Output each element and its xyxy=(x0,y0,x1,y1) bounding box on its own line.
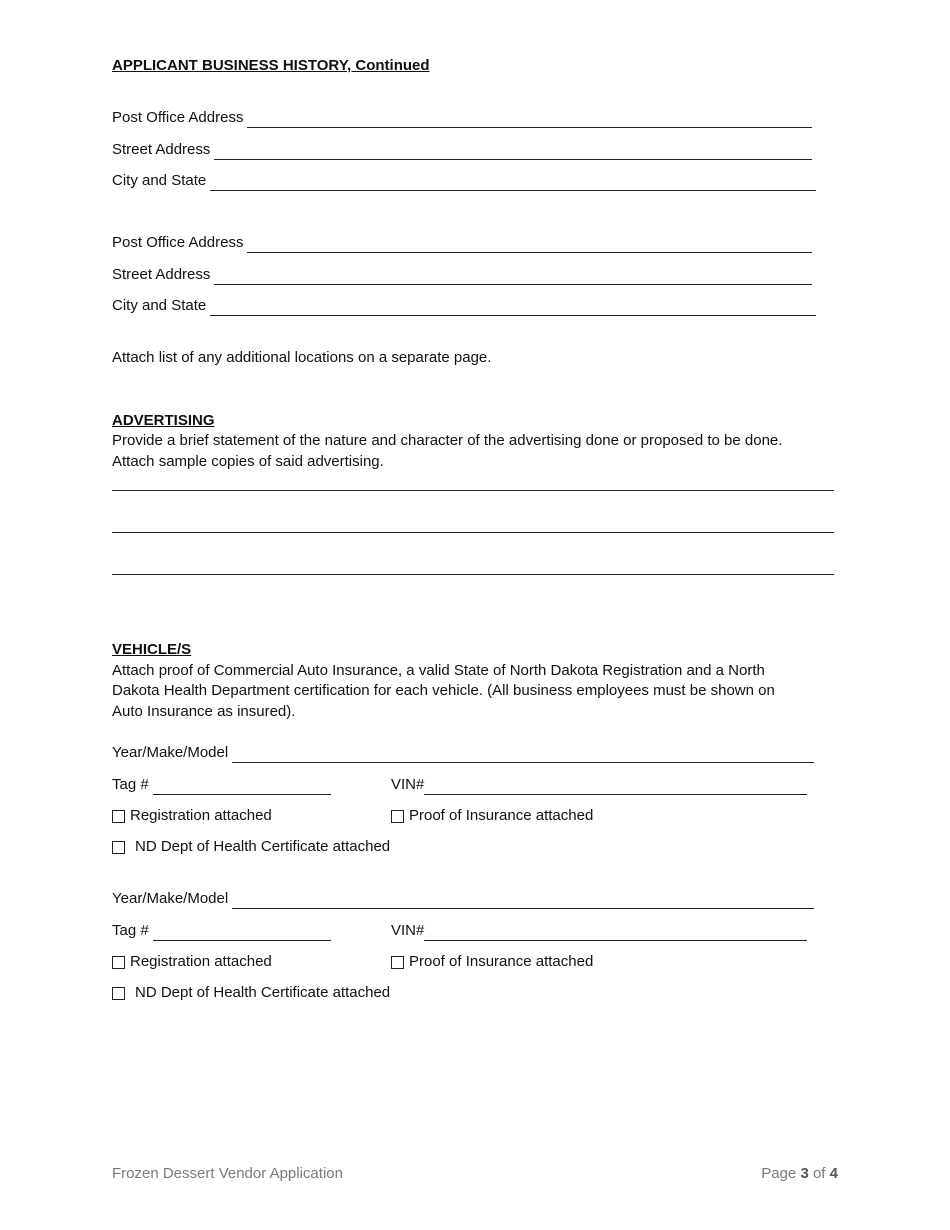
tag-label: Tag # xyxy=(112,922,149,939)
page-prefix: Page xyxy=(761,1165,797,1182)
location-1-street-address-row xyxy=(112,140,812,160)
vehicle-1-vin-row xyxy=(391,775,807,795)
tag-input[interactable] xyxy=(153,926,331,941)
registration-checkbox[interactable] xyxy=(112,956,125,969)
vehicle-2-tag-row xyxy=(112,921,331,941)
health-cert-label: ND Dept of Health Certificate attached xyxy=(135,984,391,1001)
registration-label: Registration attached xyxy=(130,807,272,824)
footer-page-number xyxy=(761,1165,838,1182)
city-state-input[interactable] xyxy=(210,176,816,191)
additional-locations-note: Attach list of any additional locations on a separate page. xyxy=(112,349,492,366)
city-state-label: City and State xyxy=(112,297,207,314)
street-address-label: Street Address xyxy=(112,141,211,158)
po-address-label: Post Office Address xyxy=(112,109,244,126)
location-2-city-state-row xyxy=(112,296,816,316)
advertising-answer-line-1[interactable] xyxy=(112,490,834,491)
vehicle-2-registration-checkbox-row[interactable] xyxy=(112,952,272,972)
vehicle-2-health-cert-checkbox-row[interactable] xyxy=(112,983,390,1003)
health-cert-checkbox[interactable] xyxy=(112,841,125,854)
page-total: 4 xyxy=(829,1165,838,1182)
insurance-checkbox[interactable] xyxy=(391,810,404,823)
street-address-input[interactable] xyxy=(214,270,812,285)
location-1-po-address-row xyxy=(112,108,812,128)
page-current: 3 xyxy=(800,1165,809,1182)
vehicle-1-insurance-checkbox-row[interactable] xyxy=(391,806,593,826)
year-make-model-input[interactable] xyxy=(232,894,814,909)
advertising-instructions-line-1: Provide a brief statement of the nature and character of the advertising done or proposed to be done. xyxy=(112,432,783,449)
vehicle-2-insurance-checkbox-row[interactable] xyxy=(391,952,593,972)
vehicles-instructions-line-1: Attach proof of Commercial Auto Insurance, a valid State of North Dakota Registration and a North xyxy=(112,662,765,679)
insurance-label: Proof of Insurance attached xyxy=(409,807,594,824)
vehicles-instructions-line-2: Dakota Health Department certification for each vehicle. (All business employees must be shown on xyxy=(112,682,775,699)
vehicles-heading: VEHICLE/S xyxy=(112,641,192,658)
year-make-model-label: Year/Make/Model xyxy=(112,890,229,907)
year-make-model-label: Year/Make/Model xyxy=(112,744,229,761)
city-state-label: City and State xyxy=(112,172,207,189)
year-make-model-input[interactable] xyxy=(232,748,814,763)
po-address-input[interactable] xyxy=(247,113,812,128)
page-of: of xyxy=(812,1165,826,1182)
registration-checkbox[interactable] xyxy=(112,810,125,823)
po-address-label: Post Office Address xyxy=(112,234,244,251)
vehicles-instructions-line-3: Auto Insurance as insured). xyxy=(112,703,296,720)
vehicle-1-year-make-model-row xyxy=(112,743,814,763)
advertising-answer-line-3[interactable] xyxy=(112,574,834,575)
street-address-input[interactable] xyxy=(214,145,812,160)
registration-label: Registration attached xyxy=(130,953,272,970)
vehicle-2-vin-row xyxy=(391,921,807,941)
vehicle-1-tag-row xyxy=(112,775,331,795)
po-address-input[interactable] xyxy=(247,238,812,253)
advertising-heading: ADVERTISING xyxy=(112,412,215,429)
insurance-checkbox[interactable] xyxy=(391,956,404,969)
tag-label: Tag # xyxy=(112,776,149,793)
location-2-po-address-row xyxy=(112,233,812,253)
vehicle-1-health-cert-checkbox-row[interactable] xyxy=(112,837,390,857)
health-cert-label: ND Dept of Health Certificate attached xyxy=(135,838,391,855)
health-cert-checkbox[interactable] xyxy=(112,987,125,1000)
vin-input[interactable] xyxy=(424,780,807,795)
vin-label: VIN# xyxy=(391,776,425,793)
section-title-business-history: APPLICANT BUSINESS HISTORY, Continued xyxy=(112,57,430,74)
vin-label: VIN# xyxy=(391,922,425,939)
vin-input[interactable] xyxy=(424,926,807,941)
city-state-input[interactable] xyxy=(210,301,816,316)
insurance-label: Proof of Insurance attached xyxy=(409,953,594,970)
vehicle-2-year-make-model-row xyxy=(112,889,814,909)
advertising-answer-line-2[interactable] xyxy=(112,532,834,533)
advertising-instructions-line-2: Attach sample copies of said advertising. xyxy=(112,453,384,470)
street-address-label: Street Address xyxy=(112,266,211,283)
location-2-street-address-row xyxy=(112,265,812,285)
footer-form-name: Frozen Dessert Vendor Application xyxy=(112,1165,343,1182)
tag-input[interactable] xyxy=(153,780,331,795)
vehicle-1-registration-checkbox-row[interactable] xyxy=(112,806,272,826)
location-1-city-state-row xyxy=(112,171,816,191)
